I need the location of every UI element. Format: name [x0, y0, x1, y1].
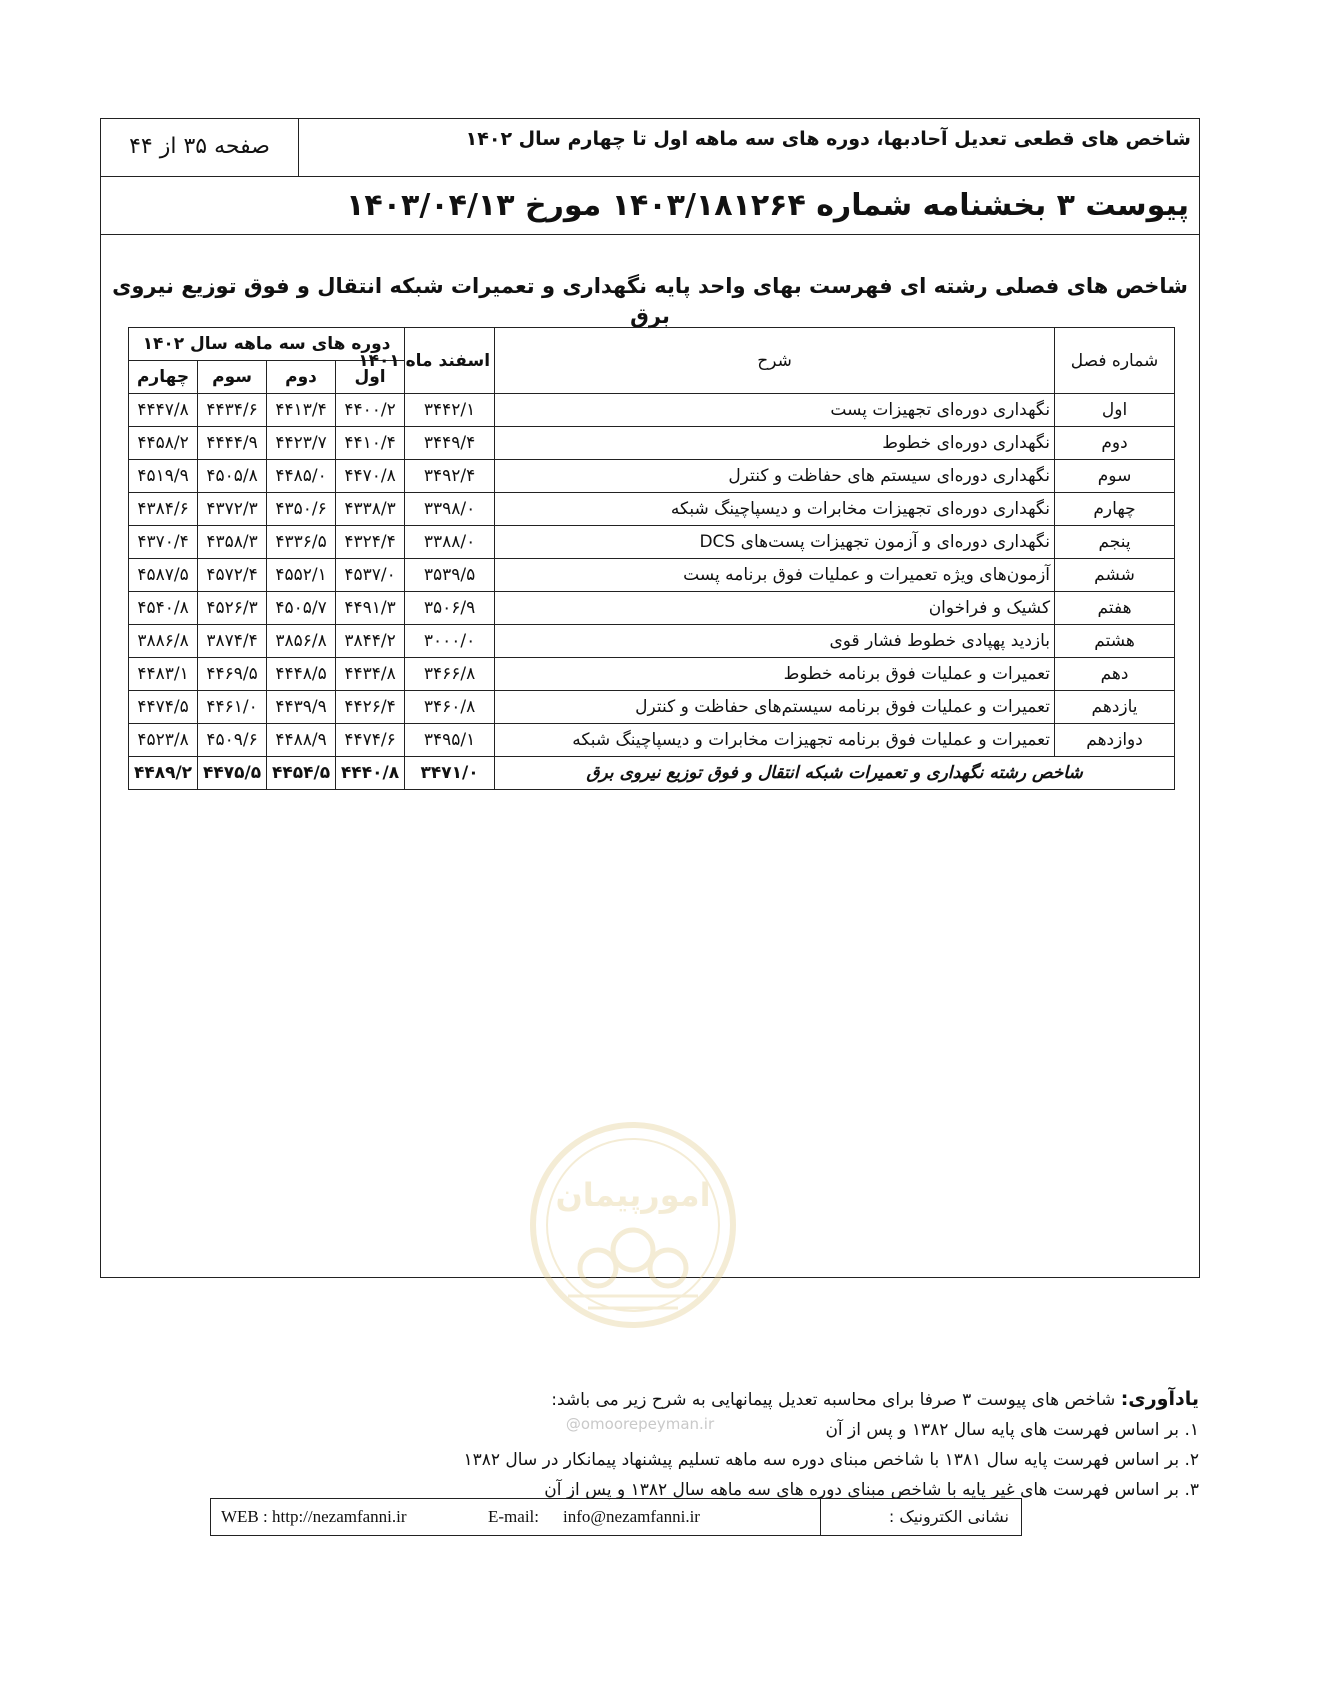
- q3-cell: ۴۵۷۲/۴: [198, 559, 267, 592]
- q3-cell: ۴۵۰۹/۶: [198, 724, 267, 757]
- total-q1-cell: ۴۴۴۰/۸: [336, 757, 405, 790]
- q1-cell: ۴۳۳۸/۳: [336, 493, 405, 526]
- chapter-cell: چهارم: [1055, 493, 1175, 526]
- reminder-item: ۲. بر اساس فهرست پایه سال ۱۳۸۱ با شاخص مبنای دوره سه ماهه تسلیم پیشنهاد پیمانکار در سال ۱۳۸۲: [463, 1450, 1199, 1470]
- q1-cell: ۴۴۲۶/۴: [336, 691, 405, 724]
- total-esfand-cell: ۳۴۷۱/۰: [405, 757, 495, 790]
- esfand-cell: ۳۴۴۹/۴: [405, 427, 495, 460]
- q4-cell: ۴۳۷۰/۴: [129, 526, 198, 559]
- table-row: [129, 394, 1175, 427]
- footer-email-label: E-mail:: [488, 1507, 539, 1526]
- q2-cell: ۴۴۳۹/۹: [267, 691, 336, 724]
- q4-cell: ۳۸۸۶/۸: [129, 625, 198, 658]
- q1-cell: ۴۴۳۴/۸: [336, 658, 405, 691]
- description-cell: نگهداری دوره‌ای و آزمون تجهیزات پست‌های DCS: [495, 526, 1055, 559]
- table-row: [129, 460, 1175, 493]
- chapter-cell: دوم: [1055, 427, 1175, 460]
- total-description-cell: شاخص رشته نگهداری و تعمیرات شبکه انتقال و فوق توزیع نیروی برق: [495, 757, 1175, 790]
- esfand-cell: ۳۴۹۲/۴: [405, 460, 495, 493]
- esfand-cell: ۳۰۰۰/۰: [405, 625, 495, 658]
- q1-cell: ۴۴۹۱/۳: [336, 592, 405, 625]
- chapter-cell: هشتم: [1055, 625, 1175, 658]
- esfand-cell: ۳۴۴۲/۱: [405, 394, 495, 427]
- reminder-intro-line: [299, 1384, 1199, 1415]
- q1-cell: ۴۴۷۰/۸: [336, 460, 405, 493]
- q2-cell: ۳۸۵۶/۸: [267, 625, 336, 658]
- table-row: [129, 658, 1175, 691]
- chapter-cell: اول: [1055, 394, 1175, 427]
- section-title: شاخص های فصلی رشته ای فهرست بهای واحد پایه نگهداری و تعمیرات شبکه انتقال و فوق توزیع نیروی برق: [112, 274, 1188, 328]
- total-q4-cell: ۴۴۸۹/۲: [129, 757, 198, 790]
- description-cell: نگهداری دوره‌ای سیستم های حفاظت و کنترل: [495, 460, 1055, 493]
- header-row: [101, 119, 1199, 177]
- q3-cell: ۴۴۳۴/۶: [198, 394, 267, 427]
- footer-links: [211, 1499, 821, 1535]
- chapter-cell: هفتم: [1055, 592, 1175, 625]
- chapter-cell: دوازدهم: [1055, 724, 1175, 757]
- header-title: شاخص های قطعی تعدیل آحادبها، دوره های سه ماهه اول تا چهارم سال ۱۴۰۲: [465, 128, 1191, 150]
- q2-cell: ۴۴۴۸/۵: [267, 658, 336, 691]
- index-table: [128, 327, 1175, 790]
- chapter-cell: سوم: [1055, 460, 1175, 493]
- table-row: [129, 559, 1175, 592]
- reminder-item: ۳. بر اساس فهرست های غیر پایه با شاخص مبنای دوره های سه ماهه سال ۱۳۸۲ و پس از آن: [544, 1480, 1199, 1500]
- description-cell: نگهداری دوره‌ای تجهیزات مخابرات و دیسپاچینگ شبکه: [495, 493, 1055, 526]
- q3-cell: ۴۵۰۵/۸: [198, 460, 267, 493]
- q3-cell: ۴۵۲۶/۳: [198, 592, 267, 625]
- watermark-logo: [528, 1118, 738, 1333]
- footer-web-link[interactable]: WEB : http://nezamfanni.ir: [221, 1507, 407, 1526]
- description-cell: آزمون‌های ویژه تعمیرات و عملیات فوق برنامه پست: [495, 559, 1055, 592]
- page-number: صفحه ۳۵ از ۴۴: [101, 119, 299, 176]
- header-q3: سوم: [198, 361, 267, 394]
- q4-cell: ۴۴۴۷/۸: [129, 394, 198, 427]
- page-frame: [100, 118, 1200, 1278]
- description-cell: تعمیرات و عملیات فوق برنامه تجهیزات مخابرات و دیسپاچینگ شبکه: [495, 724, 1055, 757]
- q4-cell: ۴۵۴۰/۸: [129, 592, 198, 625]
- q2-cell: ۴۴۸۸/۹: [267, 724, 336, 757]
- q1-cell: ۴۳۲۴/۴: [336, 526, 405, 559]
- q4-cell: ۴۵۸۷/۵: [129, 559, 198, 592]
- header-quarters-group: دوره های سه ماهه سال ۱۴۰۲: [129, 328, 405, 361]
- appendix-title: پیوست ۳ بخشنامه شماره ۱۴۰۳/۱۸۱۲۶۴ مورخ ۱۴۰۳/۰۴/۱۳: [346, 188, 1189, 223]
- total-q2-cell: ۴۴۵۴/۵: [267, 757, 336, 790]
- reminder-label: یادآوری:: [1120, 1388, 1199, 1410]
- header-q2: دوم: [267, 361, 336, 394]
- esfand-cell: ۳۵۳۹/۵: [405, 559, 495, 592]
- chapter-cell: یازدهم: [1055, 691, 1175, 724]
- chapter-cell: پنجم: [1055, 526, 1175, 559]
- table-total-row: [129, 757, 1175, 790]
- esfand-cell: ۳۴۹۵/۱: [405, 724, 495, 757]
- esfand-cell: ۳۵۰۶/۹: [405, 592, 495, 625]
- q4-cell: ۴۳۸۴/۶: [129, 493, 198, 526]
- table-row: [129, 724, 1175, 757]
- footer-address-label: نشانی الکترونیک :: [888, 1507, 1009, 1526]
- q2-cell: ۴۴۱۳/۴: [267, 394, 336, 427]
- reminder-block: [299, 1384, 1199, 1505]
- footer-contact-box: [210, 1498, 1022, 1536]
- table-row: [129, 625, 1175, 658]
- table-row: [129, 493, 1175, 526]
- q2-cell: ۴۵۰۵/۷: [267, 592, 336, 625]
- q1-cell: ۴۴۰۰/۲: [336, 394, 405, 427]
- table-row: [129, 526, 1175, 559]
- chapter-cell: ششم: [1055, 559, 1175, 592]
- description-cell: تعمیرات و عملیات فوق برنامه سیستم‌های حفاظت و کنترل: [495, 691, 1055, 724]
- q4-cell: ۴۴۵۸/۲: [129, 427, 198, 460]
- q3-cell: ۳۸۷۴/۴: [198, 625, 267, 658]
- q2-cell: ۴۵۵۲/۱: [267, 559, 336, 592]
- q2-cell: ۴۴۲۳/۷: [267, 427, 336, 460]
- q1-cell: ۴۴۱۰/۴: [336, 427, 405, 460]
- header-description: شرح: [495, 328, 1055, 394]
- q2-cell: ۴۳۵۰/۶: [267, 493, 336, 526]
- q4-cell: ۴۴۸۳/۱: [129, 658, 198, 691]
- q1-cell: ۴۴۷۴/۶: [336, 724, 405, 757]
- reminder-item: ۱. بر اساس فهرست های پایه سال ۱۳۸۲ و پس از آن: [825, 1420, 1199, 1440]
- table-row: [129, 691, 1175, 724]
- chapter-cell: دهم: [1055, 658, 1175, 691]
- q3-cell: ۴۴۶۱/۰: [198, 691, 267, 724]
- q1-cell: ۳۸۴۴/۲: [336, 625, 405, 658]
- footer-email-link[interactable]: info@nezamfanni.ir: [563, 1507, 700, 1526]
- q1-cell: ۴۵۳۷/۰: [336, 559, 405, 592]
- q4-cell: ۴۵۱۹/۹: [129, 460, 198, 493]
- esfand-cell: ۳۴۶۶/۸: [405, 658, 495, 691]
- q3-cell: ۴۳۷۲/۳: [198, 493, 267, 526]
- header-chapter: شماره فصل: [1055, 328, 1175, 394]
- header-q4: چهارم: [129, 361, 198, 394]
- total-q3-cell: ۴۴۷۵/۵: [198, 757, 267, 790]
- esfand-cell: ۳۳۹۸/۰: [405, 493, 495, 526]
- esfand-cell: ۳۴۶۰/۸: [405, 691, 495, 724]
- q4-cell: ۴۵۲۳/۸: [129, 724, 198, 757]
- watermark-url: @omoorepeyman.ir: [565, 1415, 715, 1433]
- description-cell: نگهداری دوره‌ای خطوط: [495, 427, 1055, 460]
- table-row: [129, 427, 1175, 460]
- header-q1: اول: [336, 361, 405, 394]
- watermark-logo-text: امورپیمان: [555, 1176, 711, 1214]
- description-cell: کشیک و فراخوان: [495, 592, 1055, 625]
- description-cell: بازدید پهپادی خطوط فشار قوی: [495, 625, 1055, 658]
- q2-cell: ۴۴۸۵/۰: [267, 460, 336, 493]
- table-row: [129, 592, 1175, 625]
- header-esfand: اسفند ماه ۱۴۰۱: [405, 328, 495, 394]
- description-cell: تعمیرات و عملیات فوق برنامه خطوط: [495, 658, 1055, 691]
- reminder-intro: شاخص های پیوست ۳ صرفا برای محاسبه تعدیل پیمانهایی به شرح زیر می باشد:: [551, 1390, 1116, 1410]
- q3-cell: ۴۴۶۹/۵: [198, 658, 267, 691]
- esfand-cell: ۳۳۸۸/۰: [405, 526, 495, 559]
- q4-cell: ۴۴۷۴/۵: [129, 691, 198, 724]
- appendix-row: [101, 177, 1199, 235]
- q3-cell: ۴۴۴۴/۹: [198, 427, 267, 460]
- description-cell: نگهداری دوره‌ای تجهیزات پست: [495, 394, 1055, 427]
- q3-cell: ۴۳۵۸/۳: [198, 526, 267, 559]
- q2-cell: ۴۳۳۶/۵: [267, 526, 336, 559]
